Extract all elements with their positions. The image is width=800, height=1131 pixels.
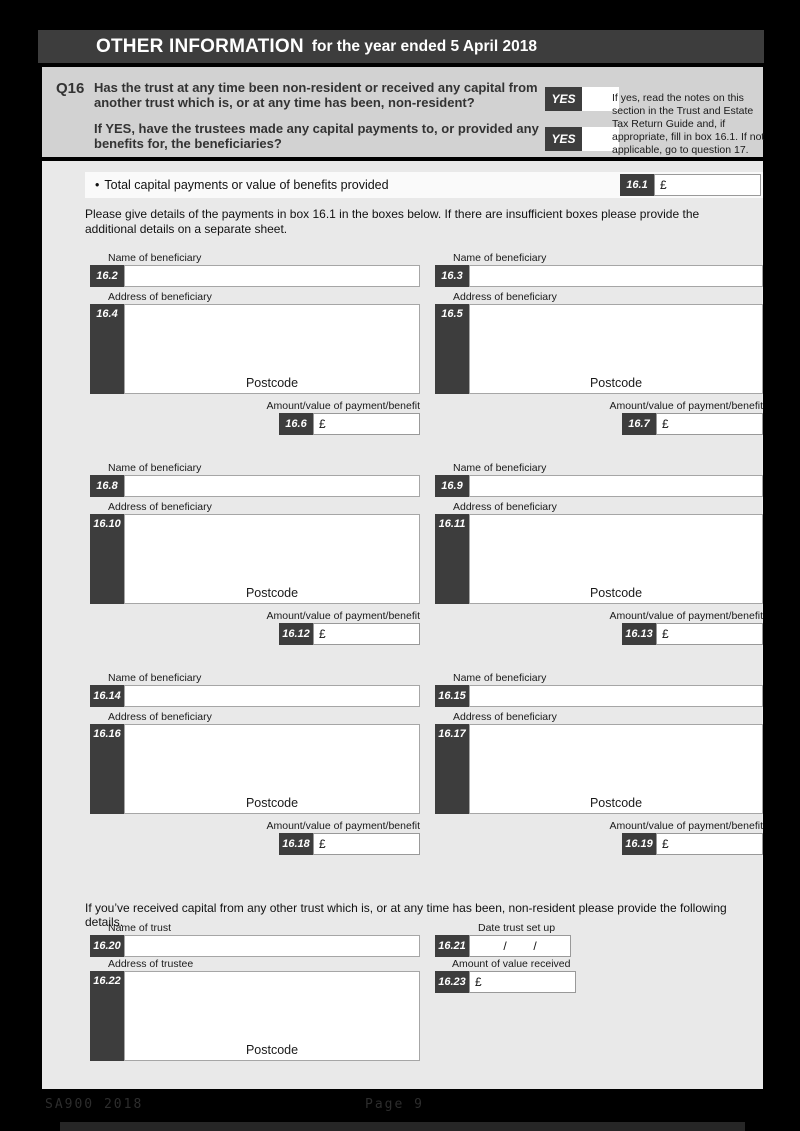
section-header	[38, 30, 764, 63]
trustee-address-row	[90, 971, 420, 1061]
box-number-16-9: 16.9	[435, 475, 469, 497]
yes-label-1: YES	[545, 87, 582, 111]
question-16-panel	[42, 67, 763, 157]
amount-value-label: Amount/value of payment/benefit	[609, 400, 763, 412]
box-number-16-13: 16.13	[622, 623, 656, 645]
beneficiary-block-3	[90, 458, 420, 648]
form-id: SA900 2018	[45, 1097, 144, 1112]
yes-row-2	[545, 127, 619, 151]
address-row	[90, 514, 420, 604]
postcode-label: Postcode	[589, 796, 643, 810]
beneficiary-address-input[interactable]	[124, 514, 420, 604]
postcode-label: Postcode	[589, 586, 643, 600]
box-number-16-6: 16.6	[279, 413, 313, 435]
total-capital-input[interactable]	[654, 174, 761, 196]
bullet-icon: •	[95, 178, 100, 192]
box-number-16-14: 16.14	[90, 685, 124, 707]
instructions-text: Please give details of the payments in box 16.1 in the boxes below. If there are insufficient boxes please provide the additional details on a separate sheet.	[85, 207, 700, 236]
name-of-trust-label: Name of trust	[108, 922, 172, 934]
total-capital-label	[87, 178, 620, 192]
beneficiary-name-input[interactable]	[469, 475, 763, 497]
trust-date-row	[435, 935, 571, 957]
trust-name-row	[90, 935, 420, 957]
amount-row	[622, 833, 763, 855]
name-row	[90, 475, 420, 497]
amount-row	[279, 833, 420, 855]
page-title: OTHER INFORMATION	[96, 35, 304, 57]
beneficiary-address-input[interactable]	[469, 304, 763, 394]
name-of-beneficiary-label: Name of beneficiary	[108, 462, 202, 474]
beneficiary-name-input[interactable]	[124, 475, 420, 497]
amount-received-row	[435, 971, 576, 993]
page-subtitle: for the year ended 5 April 2018	[311, 37, 537, 55]
amount-value-label: Amount/value of payment/benefit	[266, 610, 420, 622]
address-row	[435, 304, 763, 394]
beneficiary-address-input[interactable]	[469, 514, 763, 604]
amount-row	[622, 413, 763, 435]
amount-received-input[interactable]	[469, 971, 576, 993]
name-of-beneficiary-label: Name of beneficiary	[108, 672, 202, 684]
box-number-16-3: 16.3	[435, 265, 469, 287]
amount-value-label: Amount/value of payment/benefit	[266, 820, 420, 832]
box-number-16-17: 16.17	[435, 724, 469, 814]
beneficiary-name-input[interactable]	[124, 265, 420, 287]
address-of-beneficiary-label: Address of beneficiary	[108, 291, 212, 303]
address-of-trustee-label: Address of trustee	[108, 958, 194, 970]
box-number-16-18: 16.18	[279, 833, 313, 855]
box-number-16-12: 16.12	[279, 623, 313, 645]
trust-section-intro: If you’ve received capital from any other trust which is, or at any time has been, non-resident please provide the following details.	[85, 901, 727, 929]
address-of-beneficiary-label: Address of beneficiary	[453, 711, 557, 723]
amount-row	[279, 623, 420, 645]
question-number: Q16	[56, 80, 85, 97]
box-number-16-23: 16.23	[435, 971, 469, 993]
postcode-label: Postcode	[245, 586, 299, 600]
address-row	[90, 724, 420, 814]
total-capital-row	[85, 172, 763, 198]
date-trust-set-up-label: Date trust set up	[478, 922, 556, 934]
beneficiary-name-input[interactable]	[124, 685, 420, 707]
amount-value-label: Amount/value of payment/benefit	[266, 400, 420, 412]
postcode-label: Postcode	[245, 796, 299, 810]
currency-symbol: £	[662, 417, 669, 431]
trust-name-input[interactable]	[124, 935, 420, 957]
name-row	[90, 685, 420, 707]
beneficiary-block-2	[435, 248, 763, 438]
currency-symbol: £	[662, 627, 669, 641]
currency-symbol: £	[319, 417, 326, 431]
amount-input[interactable]	[313, 623, 420, 645]
currency-symbol: £	[319, 837, 326, 851]
box-number-16-20: 16.20	[90, 935, 124, 957]
amount-of-value-received-label: Amount of value received	[452, 958, 571, 970]
box-number-16-22: 16.22	[90, 971, 124, 1061]
postcode-label: Postcode	[245, 376, 299, 390]
amount-input[interactable]	[656, 833, 763, 855]
amount-input[interactable]	[656, 413, 763, 435]
yes-row-1	[545, 87, 619, 111]
beneficiary-address-input[interactable]	[124, 724, 420, 814]
box-number-16-11: 16.11	[435, 514, 469, 604]
amount-input[interactable]	[313, 413, 420, 435]
name-of-beneficiary-label: Name of beneficiary	[453, 252, 547, 264]
beneficiary-address-input[interactable]	[469, 724, 763, 814]
address-of-beneficiary-label: Address of beneficiary	[453, 501, 557, 513]
address-row	[90, 304, 420, 394]
currency-symbol: £	[662, 837, 669, 851]
currency-symbol: £	[319, 627, 326, 641]
name-of-beneficiary-label: Name of beneficiary	[453, 462, 547, 474]
postcode-label: Postcode	[589, 376, 643, 390]
currency-symbol: £	[475, 975, 482, 989]
beneficiary-name-input[interactable]	[469, 685, 763, 707]
currency-symbol: £	[660, 178, 667, 192]
name-of-beneficiary-label: Name of beneficiary	[108, 252, 202, 264]
date-trust-set-up-input[interactable]	[469, 935, 571, 957]
total-capital-text: Total capital payments or value of benefits provided	[104, 178, 389, 192]
box-number-16-15: 16.15	[435, 685, 469, 707]
name-row	[435, 265, 763, 287]
name-row	[435, 685, 763, 707]
box-number-16-7: 16.7	[622, 413, 656, 435]
box-number-16-2: 16.2	[90, 265, 124, 287]
question-text-2: If YES, have the trustees made any capital payments to, or provided any benefits for, the beneficiaries?	[94, 121, 539, 151]
beneficiary-name-input[interactable]	[469, 265, 763, 287]
beneficiary-block-1	[90, 248, 420, 438]
amount-input[interactable]	[313, 833, 420, 855]
name-row	[90, 265, 420, 287]
box-number-16-5: 16.5	[435, 304, 469, 394]
amount-value-label: Amount/value of payment/benefit	[609, 820, 763, 832]
beneficiary-block-5	[90, 668, 420, 858]
box-number-16-19: 16.19	[622, 833, 656, 855]
question-text	[94, 80, 546, 162]
box-number-16-8: 16.8	[90, 475, 124, 497]
box-number-16-1: 16.1	[620, 174, 654, 196]
beneficiary-block-4	[435, 458, 763, 648]
box-number-16-10: 16.10	[90, 514, 124, 604]
question-text-1: Has the trust at any time been non-resident or received any capital from another trust which is, or at any time has been, non-resident?	[94, 80, 538, 110]
trustee-address-input[interactable]	[124, 971, 420, 1061]
address-row	[435, 514, 763, 604]
name-of-beneficiary-label: Name of beneficiary	[453, 672, 547, 684]
next-page-edge	[60, 1122, 745, 1131]
name-row	[435, 475, 763, 497]
address-of-beneficiary-label: Address of beneficiary	[108, 711, 212, 723]
beneficiary-block-6	[435, 668, 763, 858]
amount-value-label: Amount/value of payment/benefit	[609, 610, 763, 622]
beneficiary-address-input[interactable]	[124, 304, 420, 394]
guide-note: If yes, read the notes on this section in the Trust and Estate Tax Return Guide and, if appropriate, fill in box 16.1. If not applicable, go to question 17.	[612, 92, 765, 156]
box-number-16-4: 16.4	[90, 304, 124, 394]
amount-row	[622, 623, 763, 645]
box-number-16-21: 16.21	[435, 935, 469, 957]
amount-row	[279, 413, 420, 435]
date-separators: / /	[503, 939, 537, 953]
yes-label-2: YES	[545, 127, 582, 151]
postcode-label: Postcode	[245, 1043, 299, 1057]
address-of-beneficiary-label: Address of beneficiary	[108, 501, 212, 513]
page-number: Page 9	[365, 1097, 424, 1112]
box-number-16-16: 16.16	[90, 724, 124, 814]
address-of-beneficiary-label: Address of beneficiary	[453, 291, 557, 303]
amount-input[interactable]	[656, 623, 763, 645]
address-row	[435, 724, 763, 814]
